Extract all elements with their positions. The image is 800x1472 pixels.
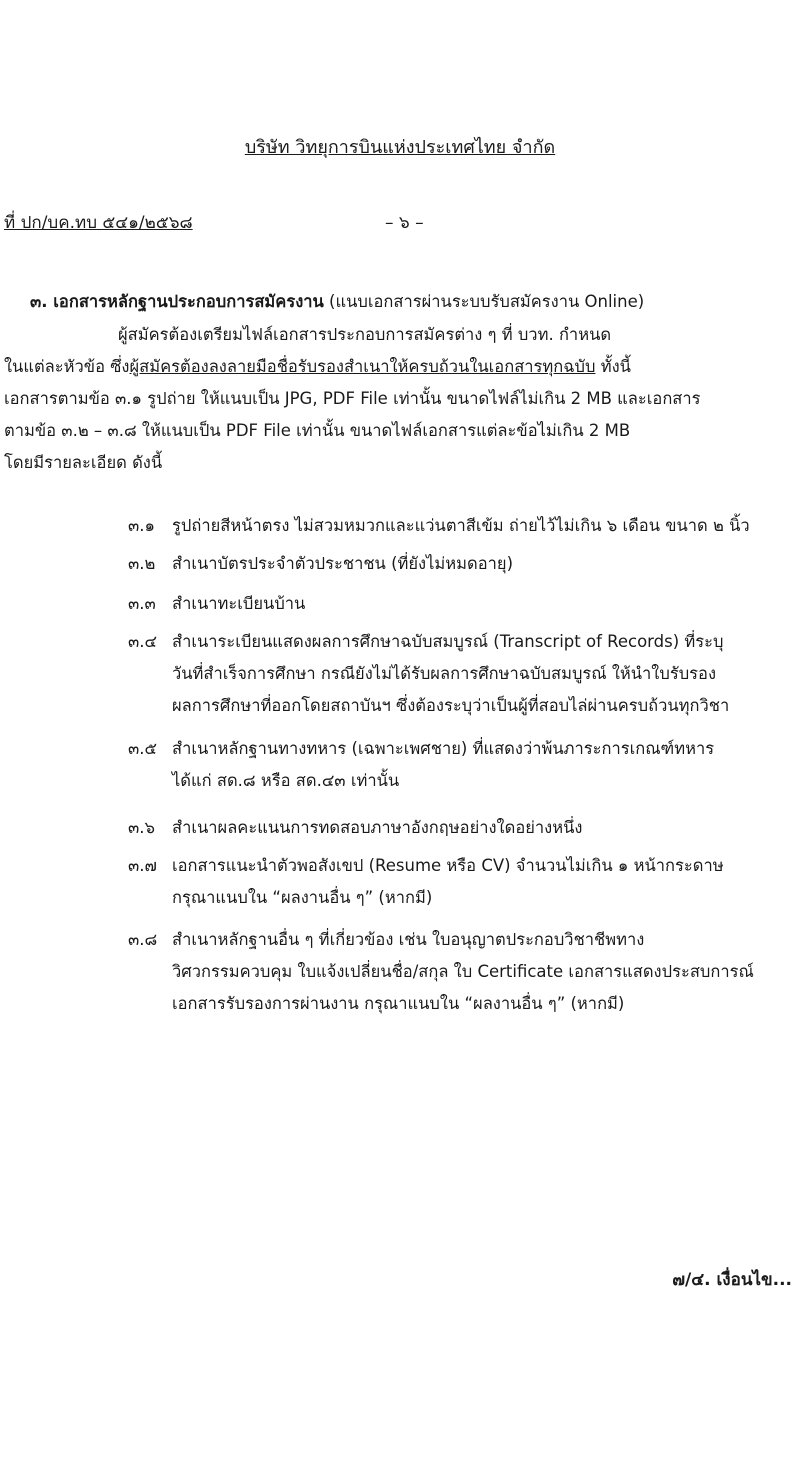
- list-item-text: สำเนาผลคะแนนการทดสอบภาษาอังกฤษอย่างใดอย่างหนึ่ง: [172, 818, 583, 837]
- paragraph-text: ในแต่ละหัวข้อ ซึ่ง: [4, 357, 130, 376]
- list-item-text: ได้แก่ สด.๘ หรือ สด.๔๓ เท่านั้น: [172, 771, 400, 790]
- list-item-number: ๓.๖: [128, 818, 155, 837]
- list-item-text: ผลการศึกษาที่ออกโดยสถาบันฯ ซึ่งต้องระบุว่าเป็นผู้ที่สอบไล่ผ่านครบถ้วนทุกวิชา: [172, 696, 730, 715]
- paragraph-text: ทั้งนี้: [595, 357, 631, 376]
- list-item-text: วิศวกรรมควบคุม ใบแจ้งเปลี่ยนชื่อ/สกุล ใบ Certificate เอกสารแสดงประสบการณ์: [172, 962, 754, 981]
- list-item-number: ๓.๓: [128, 594, 156, 613]
- section-title: ๓. เอกสารหลักฐานประกอบการสมัครงาน: [30, 292, 324, 311]
- list-item-number: ๓.๑: [128, 516, 155, 535]
- list-item-text: เอกสารแนะนำตัวพอสังเขป (Resume หรือ CV) จำนวนไม่เกิน ๑ หน้ากระดาษ: [172, 856, 724, 875]
- list-item-number: ๓.๔: [128, 632, 158, 651]
- section-heading: [30, 289, 644, 315]
- list-item-text: สำเนาหลักฐานทางทหาร (เฉพาะเพศชาย) ที่แสดงว่าพ้นภาระการเกณฑ์ทหาร: [172, 739, 715, 758]
- list-item-text: กรุณาแนบใน “ผลงานอื่น ๆ” (หากมี): [172, 888, 433, 907]
- paragraph-line-3: เอกสารตามข้อ ๓.๑ รูปถ่าย ให้แนบเป็น JPG, PDF File เท่านั้น ขนาดไฟล์ไม่เกิน 2 MB และเอกสาร: [4, 389, 701, 408]
- list-item-text: สำเนาหลักฐานอื่น ๆ ที่เกี่ยวข้อง เช่น ใบอนุญาตประกอบวิชาชีพทาง: [172, 930, 645, 949]
- list-item-text: สำเนาทะเบียนบ้าน: [172, 594, 306, 613]
- list-item-text: สำเนาระเบียนแสดงผลการศึกษาฉบับสมบูรณ์ (Transcript of Records) ที่ระบุ: [172, 632, 724, 651]
- company-name: บริษัท วิทยุการบินแห่งประเทศไทย จำกัด: [244, 137, 556, 158]
- document-number: ที่ ปก/บค.ทบ ๕๔๑/๒๕๖๘: [4, 213, 193, 233]
- list-item-number: ๓.๒: [128, 554, 156, 573]
- list-item-number: ๓.๕: [128, 739, 158, 758]
- section-subtitle: (แนบเอกสารผ่านระบบรับสมัครงาน Online): [323, 292, 645, 311]
- continued-marker: ๗/๔. เงื่อนไข...: [672, 1270, 792, 1290]
- underlined-requirement: ผู้สมัครต้องลงลายมือชื่อรับรองสำเนาให้ครบถ้วนในเอกสารทุกฉบับ: [129, 357, 596, 376]
- paragraph-line-5: โดยมีรายละเอียด ดังนี้: [4, 453, 163, 472]
- list-item-number: ๓.๗: [128, 856, 157, 875]
- list-item-text: เอกสารรับรองการผ่านงาน กรุณาแนบใน “ผลงานอื่น ๆ” (หากมี): [172, 994, 625, 1013]
- paragraph-line-4: ตามข้อ ๓.๒ – ๓.๘ ให้แนบเป็น PDF File เท่านั้น ขนาดไฟล์เอกสารแต่ละข้อไม่เกิน 2 MB: [4, 421, 631, 440]
- list-item-text: รูปถ่ายสีหน้าตรง ไม่สวมหมวกและแว่นตาสีเข้ม ถ่ายไว้ไม่เกิน ๖ เดือน ขนาด ๒ นิ้ว: [172, 516, 750, 535]
- paragraph-line-1: ผู้สมัครต้องเตรียมไฟล์เอกสารประกอบการสมัครต่าง ๆ ที่ บวท. กำหนด: [118, 325, 612, 344]
- list-item-text: สำเนาบัตรประจำตัวประชาชน (ที่ยังไม่หมดอายุ): [172, 554, 514, 573]
- list-item-text: วันที่สำเร็จการศึกษา กรณียังไม่ได้รับผลการศึกษาฉบับสมบูรณ์ ให้นำใบรับรอง: [172, 664, 717, 683]
- page-number: – ๖ –: [385, 213, 424, 233]
- paragraph-line-2: [4, 354, 631, 380]
- list-item-number: ๓.๘: [128, 930, 158, 949]
